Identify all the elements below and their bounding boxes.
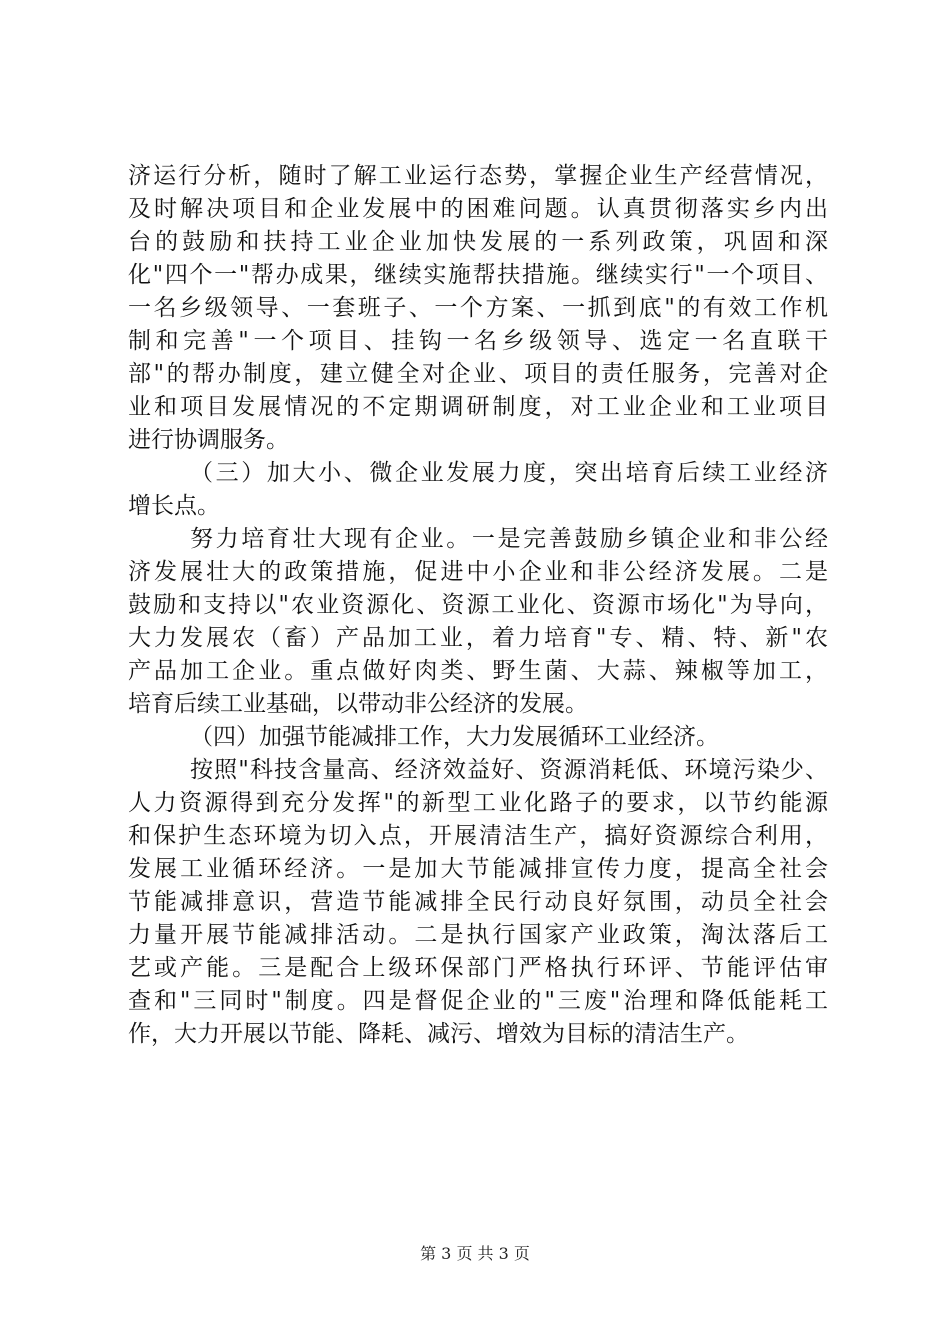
text-line: 发展工业循环经济。一是加大节能减排宣传力度，提高全社会 — [128, 856, 828, 882]
text-line: 台的鼓励和扶持工业企业加快发展的一系列政策，巩固和深 — [128, 229, 828, 255]
text-line: 进行协调服务。 — [128, 427, 289, 453]
text-line: 大力发展农（畜）产品加工业，着力培育"专、精、特、新"农 — [128, 625, 828, 651]
text-line: 节能减排意识，营造节能减排全民行动良好氛围，动员全社会 — [128, 889, 828, 915]
text-line: 及时解决项目和企业发展中的困难问题。认真贯彻落实乡内出 — [128, 196, 828, 222]
text-line: （四）加强节能减排工作，大力发展循环工业经济。 — [190, 724, 719, 750]
text-line: 制和完善"一个项目、挂钩一名乡级领导、选定一名直联干 — [128, 328, 828, 354]
text-line: 一名乡级领导、一套班子、一个方案、一抓到底"的有效工作机 — [128, 295, 828, 321]
text-line: 济运行分析，随时了解工业运行态势，掌握企业生产经营情况， — [128, 163, 828, 189]
text-line: 努力培育壮大现有企业。一是完善鼓励乡镇企业和非公经 — [190, 526, 828, 552]
text-line: 艺或产能。三是配合上级环保部门严格执行环评、节能评估审 — [128, 955, 828, 981]
text-line: 人力资源得到充分发挥"的新型工业化路子的要求，以节约能源 — [128, 790, 828, 816]
document-body — [128, 160, 828, 1051]
text-line: 鼓励和支持以"农业资源化、资源工业化、资源市场化"为导向， — [128, 592, 828, 618]
text-line: 化"四个一"帮办成果，继续实施帮扶措施。继续实行"一个项目、 — [128, 262, 828, 288]
page-footer: 第 3 页 共 3 页 — [420, 1244, 530, 1263]
text-line: 力量开展节能减排活动。二是执行国家产业政策，淘汰落后工 — [128, 922, 828, 948]
text-line: 按照"科技含量高、经济效益好、资源消耗低、环境污染少、 — [190, 757, 828, 783]
text-line: 增长点。 — [128, 493, 220, 519]
text-line: 产品加工企业。重点做好肉类、野生菌、大蒜、辣椒等加工， — [128, 658, 828, 684]
text-line: （三）加大小、微企业发展力度，突出培育后续工业经济 — [190, 460, 828, 486]
text-line: 培育后续工业基础，以带动非公经济的发展。 — [128, 691, 588, 717]
text-line: 部"的帮办制度，建立健全对企业、项目的责任服务，完善对企 — [128, 361, 828, 387]
text-line: 济发展壮大的政策措施，促进中小企业和非公经济发展。二是 — [128, 559, 828, 585]
text-line: 业和项目发展情况的不定期调研制度，对工业企业和工业项目 — [128, 394, 828, 420]
text-line: 查和"三同时"制度。四是督促企业的"三废"治理和降低能耗工 — [128, 988, 828, 1014]
text-line: 和保护生态环境为切入点，开展清洁生产，搞好资源综合利用， — [128, 823, 828, 849]
text-line: 作，大力开展以节能、降耗、减污、增效为目标的清洁生产。 — [128, 1021, 749, 1047]
